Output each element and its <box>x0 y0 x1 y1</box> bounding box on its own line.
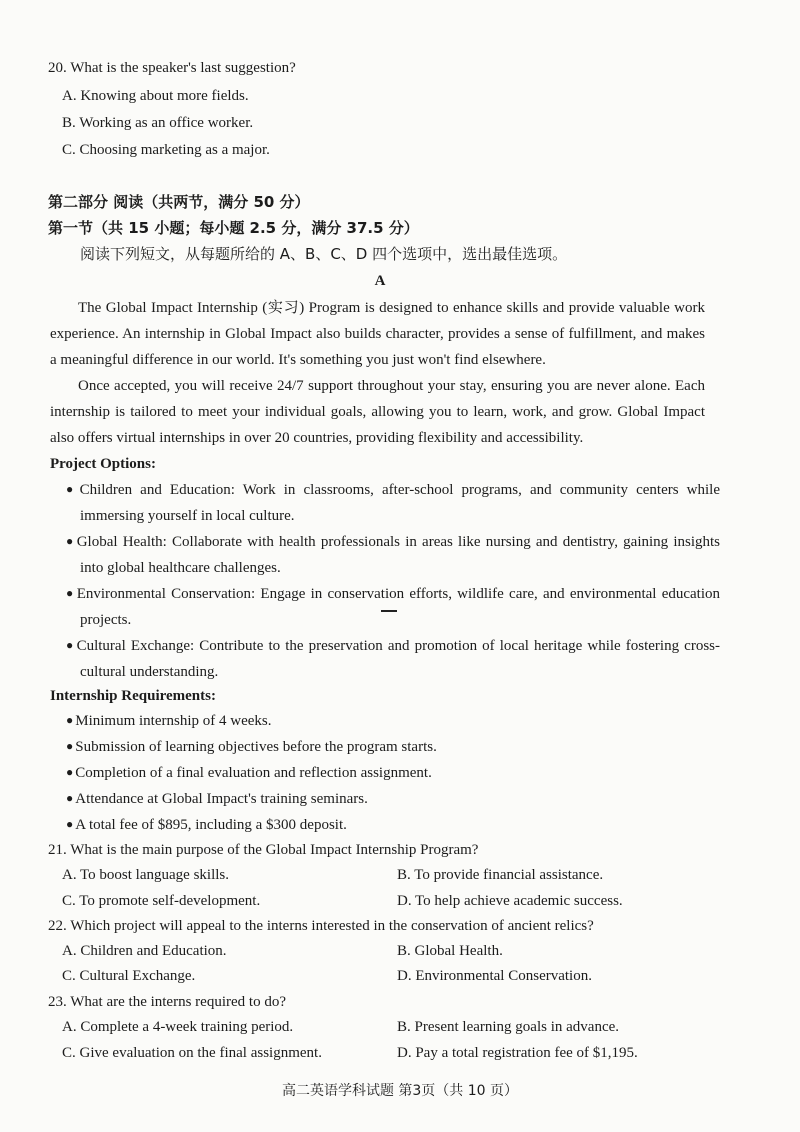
project-item: ● Children and Education: Work in classrooms, after-school programs, and community centers while immersing yourself in local culture. <box>66 477 720 529</box>
q22-option-d: D. Environmental Conservation. <box>397 968 592 984</box>
q21-options-row-2 <box>62 891 682 911</box>
q20-option-b: B. Working as an office worker. <box>62 115 254 131</box>
requirement-item: ● Attendance at Global Impact's training seminars. <box>66 789 368 809</box>
q22-option-c: C. Cultural Exchange. <box>62 968 196 984</box>
q23-option-d: D. Pay a total registration fee of $1,195. <box>397 1045 638 1061</box>
q21-option-c: C. To promote self-development. <box>62 893 261 909</box>
requirement-item: ● Submission of learning objectives before the program starts. <box>66 737 437 757</box>
q23-option-b: B. Present learning goals in advance. <box>397 1019 620 1035</box>
project-item: ● Environmental Conservation: Engage in conservation efforts, wildlife care, and environmental education projects. <box>66 581 720 633</box>
q21-option-a: A. To boost language skills. <box>62 867 229 883</box>
requirement-item: ● Minimum internship of 4 weeks. <box>66 711 271 731</box>
q21-option-b: B. To provide financial assistance. <box>397 867 604 883</box>
q20-option-a: A. Knowing about more fields. <box>62 88 249 104</box>
passage-paragraph-2: Once accepted, you will receive 24/7 support throughout your stay, ensuring you are never alone. Each internship is tailored to meet your individual goals, allowing you to learn, work, and grow. Global Impact also offers virtual internships in over 20 countries, providing flexibility and accessibility. <box>50 378 705 446</box>
page-footer: 高二英语学科试题 第3页（共 10 页） <box>281 1083 519 1099</box>
q22-option-a: A. Children and Education. <box>62 943 227 959</box>
q21-option-d: D. To help achieve academic success. <box>397 893 623 909</box>
q22-stem: 22. Which project will appeal to the interns interested in the conservation of ancient relics? <box>48 918 594 934</box>
requirements-heading: Internship Requirements: <box>50 688 216 704</box>
instruction: 阅读下列短文，从每题所给的 A、B、C、D 四个选项中，选出最佳选项。 <box>80 245 568 263</box>
requirement-item: ● A total fee of $895, including a $300 deposit. <box>66 815 347 835</box>
project-item: ● Cultural Exchange: Contribute to the preservation and promotion of local heritage while fostering cross-cultural understanding. <box>66 633 720 685</box>
passage-paragraph-1: The Global Impact Internship (实习) Program is designed to enhance skills and provide valuable work experience. An internship in Global Impact also builds character, provides a sense of fulfillment, and makes a meaningful difference in our world. It's something you just won't find elsewhere. <box>50 300 705 368</box>
stray-mark <box>381 610 397 612</box>
q23-option-c: C. Give evaluation on the final assignment. <box>62 1045 322 1061</box>
q20-option-c: C. Choosing marketing as a major. <box>62 142 270 158</box>
passage-label: A <box>374 273 386 289</box>
q22-options-row-1 <box>62 941 682 961</box>
project-options-heading: Project Options: <box>50 456 156 472</box>
section-title: 第一节（共 15 小题；每小题 2.5 分，满分 37.5 分） <box>48 219 419 237</box>
q23-option-a: A. Complete a 4-week training period. <box>62 1019 294 1035</box>
q21-stem: 21. What is the main purpose of the Global Impact Internship Program? <box>48 842 479 858</box>
q22-options-row-2 <box>62 966 682 986</box>
q23-stem: 23. What are the interns required to do? <box>48 994 286 1010</box>
project-item: ● Global Health: Collaborate with health professionals in areas like nursing and dentistry, gaining insights into global healthcare challenges. <box>66 529 720 581</box>
q23-options-row-1 <box>62 1017 682 1037</box>
q20-stem: 20. What is the speaker's last suggestion? <box>48 60 296 76</box>
q21-options-row-1 <box>62 865 682 885</box>
part-title: 第二部分 阅读（共两节，满分 50 分） <box>48 193 310 211</box>
q23-options-row-2 <box>62 1043 682 1063</box>
requirement-item: ● Completion of a final evaluation and reflection assignment. <box>66 763 432 783</box>
q22-option-b: B. Global Health. <box>397 943 503 959</box>
